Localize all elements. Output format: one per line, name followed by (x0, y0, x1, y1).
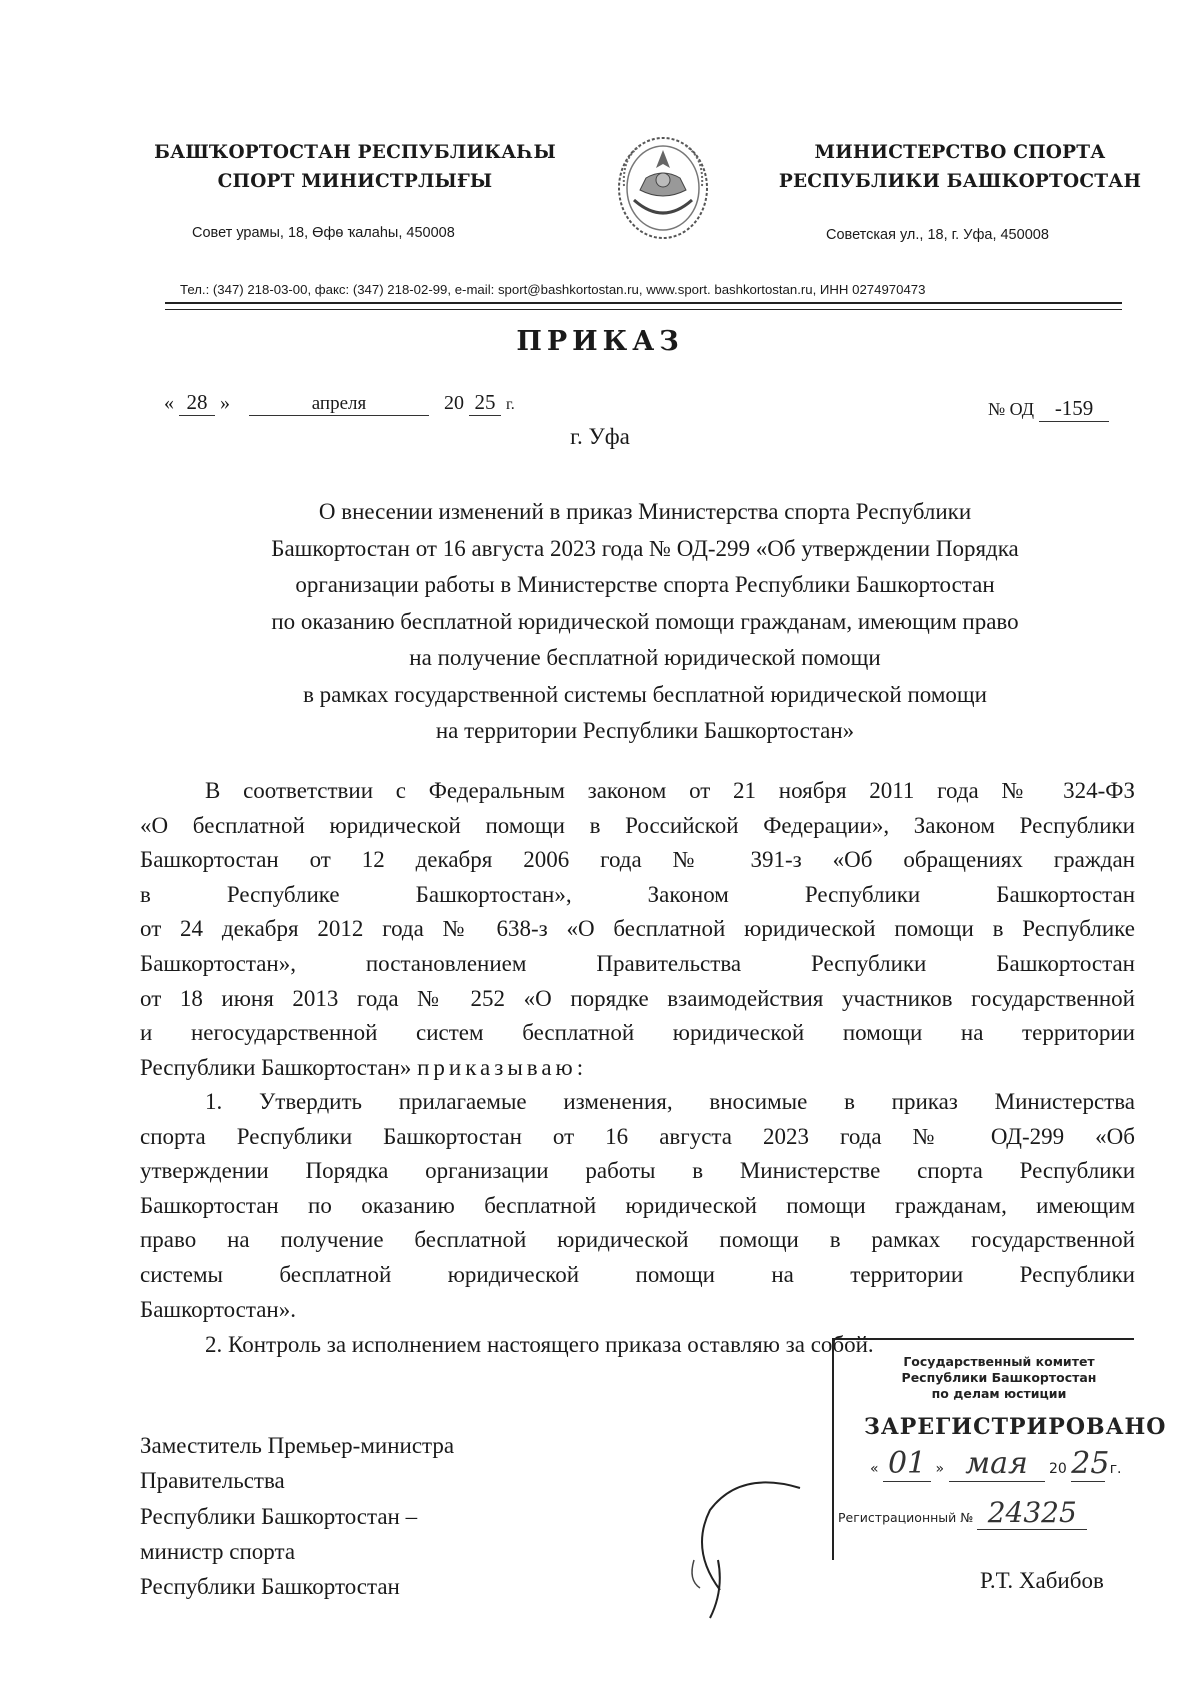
date-day: 28 (179, 390, 215, 416)
stamp-date-day: 01 (883, 1446, 931, 1482)
date-month: апреля (249, 393, 429, 416)
subject-line: организации работы в Министерстве спорта Республики Башкортостан (295, 572, 995, 597)
subject-line: Башкортостан от 16 августа 2023 года № ОД-299 «Об утверждении Порядка (271, 535, 1019, 561)
stamp-date-year-prefix: 20 (1048, 1461, 1067, 1477)
subject-line: на территории Республики Башкортостан» (435, 718, 855, 743)
order-date (164, 390, 515, 416)
preamble-last-text: Республики Башкортостан» (140, 1054, 412, 1080)
item1-line: 1. Утвердить прилагаемые изменения, вносимые в приказ Министерства (205, 1089, 1135, 1114)
signature-block (140, 1428, 454, 1604)
date-year-prefix: 20 (444, 392, 464, 414)
header-left-address: Совет урамы, 18, Өфө ҡалаһы, 450008 (192, 225, 455, 241)
item1-line: Башкортостан по оказанию бесплатной юридической помощи гражданам, имеющим (140, 1192, 1135, 1218)
stamp-date-month: мая (949, 1446, 1045, 1482)
preamble-line: от 18 июня 2013 года № 252 «О порядке взаимодействия участников государственной (140, 985, 1135, 1011)
order-number-label: № ОД (988, 399, 1035, 419)
subject-line: в рамках государственной системы бесплатной юридической помощи (303, 681, 987, 707)
signature-line: министр спорта (140, 1538, 296, 1564)
stamp-org-line1: Государственный комитет (903, 1354, 1095, 1369)
header-divider-thin (165, 309, 1122, 310)
subject-line: по оказанию бесплатной юридической помощи гражданам, имеющим право (271, 608, 1019, 634)
preamble-line: от 24 декабря 2012 года № 638-з «О бесплатной юридической помощи в Республике (140, 916, 1135, 942)
header-left-title (150, 138, 560, 196)
stamp-org-line3: по делам юстиции (931, 1386, 1067, 1401)
item1-line: утверждении Порядка организации работы в Министерстве спорта Республики (140, 1158, 1135, 1184)
date-quote-close: » (220, 392, 230, 414)
stamp-registered: ЗАРЕГИСТРИРОВАНО (864, 1414, 1167, 1440)
date-quote-open: « (164, 392, 174, 414)
order-title: ПРИКАЗ (516, 326, 684, 357)
signature-line: Заместитель Премьер-министра (140, 1433, 455, 1458)
date-year-unit: г. (506, 396, 515, 413)
order-preamble (140, 774, 1135, 1085)
preamble-verb: приказываю: (417, 1054, 588, 1080)
header-divider-thick (165, 302, 1122, 304)
stamp-organization (864, 1354, 1134, 1402)
header-right-line1: МИНИСТЕРСТВО СПОРТА (814, 142, 1106, 163)
preamble-line: и негосударственной систем бесплатной юридической помощи на территории (140, 1020, 1135, 1046)
stamp-date-year-unit: г. (1109, 1461, 1122, 1477)
header-left-line1: БАШҠОРТОСТАН РЕСПУБЛИКАҺЫ (154, 142, 556, 163)
preamble-line: Башкортостан», постановлением Правительства Республики Башкортостан (140, 950, 1135, 976)
item1-line: системы бесплатной юридической помощи на территории Республики (140, 1261, 1135, 1287)
stamp-reg-number: 24325 (977, 1496, 1087, 1530)
item1-line: спорта Республики Башкортостан от 16 августа 2023 года № ОД-299 «Об (140, 1123, 1135, 1149)
order-number-value: -159 (1039, 396, 1109, 422)
stamp-date (870, 1446, 1134, 1482)
subject-line: О внесении изменений в приказ Министерства спорта Республики (318, 499, 972, 524)
preamble-last-line (140, 1051, 1135, 1086)
order-subject (150, 494, 1140, 750)
item1-line: право на получение бесплатной юридической помощи в рамках государственной (140, 1227, 1135, 1253)
subject-line: на получение бесплатной юридической помощи (409, 645, 881, 670)
item2-line: 2. Контроль за исполнением настоящего приказа оставляю за собой. (205, 1332, 874, 1357)
registration-stamp (832, 1338, 1167, 1560)
order-number (988, 396, 1109, 422)
signature-line: Республики Башкортостан – (140, 1503, 418, 1529)
date-year-suffix: 25 (469, 390, 501, 416)
preamble-line: В соответствии с Федеральным законом от 21 ноября 2011 года № 324-ФЗ (205, 778, 1135, 803)
stamp-date-quote-close: » (935, 1461, 945, 1477)
stamp-org-line2: Республики Башкортостан (901, 1370, 1097, 1385)
preamble-line: «О бесплатной юридической помощи в Российской Федерации», Законом Республики (140, 812, 1135, 838)
signatory-name: Р.Т. Хабибов (980, 1568, 1104, 1593)
handwritten-signature-icon (680, 1470, 830, 1620)
order-city: г. Уфа (570, 424, 630, 449)
stamp-date-quote-open: « (870, 1461, 879, 1477)
stamp-registration-number (838, 1496, 1134, 1530)
header-right-title (770, 138, 1150, 196)
header-left-line2: СПОРТ МИНИСТРЛЫҒЫ (217, 171, 493, 192)
item1-line: Башкортостан». (140, 1296, 296, 1322)
stamp-reg-label: Регистрационный № (838, 1510, 974, 1525)
preamble-line: Башкортостан от 12 декабря 2006 года № 391-з «Об обращениях граждан (140, 847, 1135, 873)
order-item-1 (140, 1085, 1135, 1327)
signature-line: Правительства (140, 1468, 285, 1494)
header-right-line2: РЕСПУБЛИКИ БАШКОРТОСТАН (778, 171, 1142, 192)
header-right-address: Советская ул., 18, г. Уфа, 450008 (826, 227, 1049, 243)
preamble-line: в Республике Башкортостан», Законом Республики Башкортостан (140, 881, 1135, 907)
coat-of-arms-emblem-icon (610, 128, 716, 244)
header-contacts: Тел.: (347) 218-03-00, факс: (347) 218-02-99, e-mail: sport@bashkortostan.ru, www.sport. bashkortostan.ru, ИНН 0274970473 (180, 282, 926, 297)
signature-line: Республики Башкортостан (140, 1574, 400, 1600)
stamp-date-year-suffix: 25 (1071, 1446, 1110, 1481)
